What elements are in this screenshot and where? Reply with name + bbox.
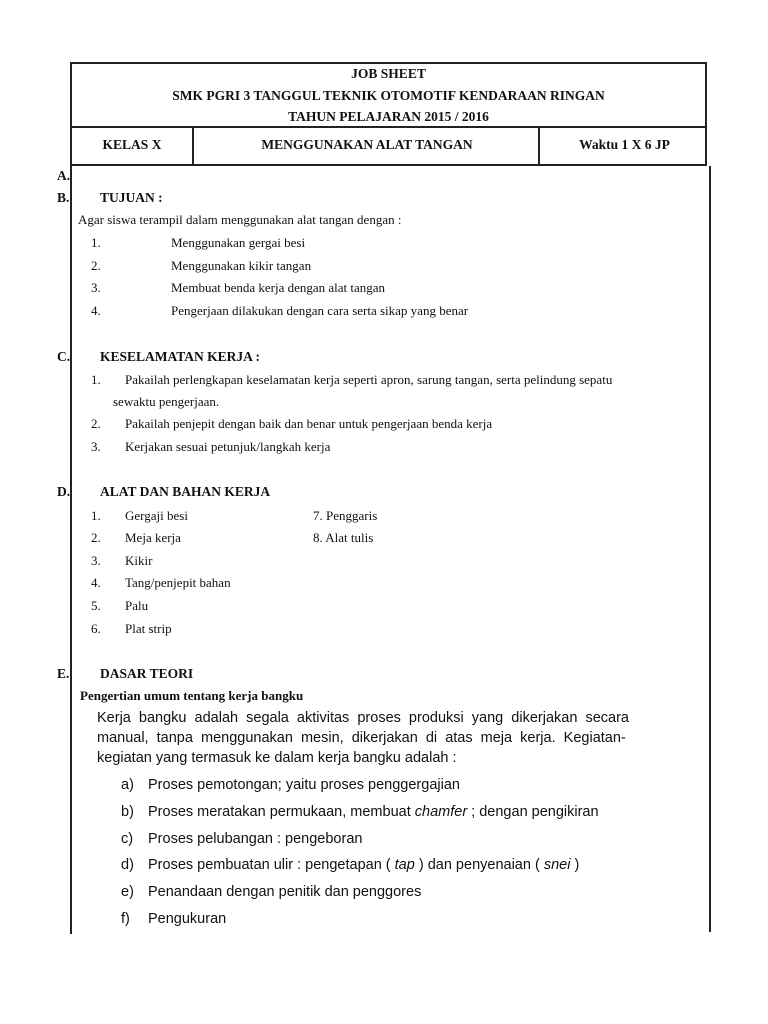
list-item: Gergaji besi — [125, 508, 188, 523]
list-item: Plat strip — [125, 621, 172, 636]
list-item-num: 2. — [91, 416, 101, 431]
list-item: Palu — [125, 598, 149, 613]
list-item-num: 4. — [91, 575, 101, 590]
list-label: c) — [121, 831, 134, 847]
list-item: Proses meratakan permukaan, membuat chamfer ; dengan pengikiran — [148, 804, 599, 820]
list-item-num: 3. — [91, 280, 101, 295]
list-item: Pengukuran — [148, 911, 227, 927]
paragraph-line: manual, tanpa menggunakan mesin, dikerjakan di atas meja kerja. Kegiatan- — [97, 730, 626, 746]
list-item: Membuat benda kerja dengan alat tangan — [171, 280, 386, 295]
list-item: Tang/penjepit bahan — [125, 575, 231, 590]
section-c-letter: C. — [57, 349, 71, 364]
list-item-num: 4. — [91, 303, 101, 318]
list-item: Pakailah penjepit dengan baik dan benar untuk pengerjaan benda kerja — [125, 416, 493, 431]
list-item-num: 1. — [91, 372, 101, 387]
list-item: Kerjakan sesuai petunjuk/langkah kerja — [125, 439, 331, 454]
list-item: Proses pemotongan; yaitu proses penggergajian — [148, 777, 460, 793]
list-item: Kikir — [125, 553, 153, 568]
section-d-letter: D. — [57, 484, 71, 499]
paragraph-line: Kerja bangku adalah segala aktivitas proses produksi yang dikerjakan secara — [97, 710, 629, 726]
school-name: SMK PGRI 3 TANGGUL TEKNIK OTOMOTIF KENDARAAN RINGAN — [172, 88, 605, 103]
list-label: a) — [121, 777, 134, 793]
list-item: Menggunakan kikir tangan — [171, 258, 312, 273]
list-item-num: 2. — [91, 258, 101, 273]
list-item-num: 6. — [91, 621, 101, 636]
section-c-title: KESELAMATAN KERJA : — [100, 349, 261, 364]
class-cell: KELAS X — [102, 137, 162, 152]
list-label: d) — [121, 857, 134, 873]
list-item: Penandaan dengan penitik dan penggores — [148, 884, 422, 900]
info-row — [70, 126, 707, 166]
time-cell: Waktu 1 X 6 JP — [579, 137, 670, 152]
section-b-letter: B. — [57, 190, 70, 205]
list-item: Menggunakan gergai besi — [171, 235, 306, 250]
list-item: 7. Penggaris — [313, 508, 378, 523]
section-b-title: TUJUAN : — [100, 190, 163, 205]
list-item: Pakailah perlengkapan keselamatan kerja seperti apron, sarung tangan, serta pelindung sepatu — [125, 372, 613, 387]
section-e-letter: E. — [57, 666, 70, 681]
list-item-num: 5. — [91, 598, 101, 613]
list-item: Proses pembuatan ulir : pengetapan ( tap ) dan penyenaian ( snei ) — [148, 857, 580, 873]
list-item-num: 3. — [91, 439, 101, 454]
section-e-subtitle: Pengertian umum tentang kerja bangku — [80, 688, 304, 703]
topic-cell: MENGGUNAKAN ALAT TANGAN — [261, 137, 473, 152]
list-label: b) — [121, 804, 134, 820]
list-item: Pengerjaan dilakukan dengan cara serta sikap yang benar — [171, 303, 469, 318]
paragraph-line: kegiatan yang termasuk ke dalam kerja bangku adalah : — [97, 750, 457, 766]
list-item: Proses pelubangan : pengeboran — [148, 831, 363, 847]
header-block — [70, 62, 707, 128]
section-e-title: DASAR TEORI — [100, 666, 194, 681]
list-item-num: 2. — [91, 530, 101, 545]
frame-corner — [70, 930, 72, 934]
list-item: Meja kerja — [125, 530, 181, 545]
list-item-num: 3. — [91, 553, 101, 568]
section-a-letter: A. — [57, 168, 71, 183]
section-b-intro: Agar siswa terampil dalam menggunakan alat tangan dengan : — [78, 212, 402, 227]
academic-year: TAHUN PELAJARAN 2015 / 2016 — [288, 109, 489, 124]
list-label: e) — [121, 884, 134, 900]
list-item: 8. Alat tulis — [313, 530, 374, 545]
list-item-num: 1. — [91, 508, 101, 523]
list-item-num: 1. — [91, 235, 101, 250]
list-label: f) — [121, 911, 130, 927]
list-item-continuation: sewaktu pengerjaan. — [113, 394, 220, 409]
doc-title: JOB SHEET — [351, 66, 426, 81]
section-d-title: ALAT DAN BAHAN KERJA — [100, 484, 271, 499]
